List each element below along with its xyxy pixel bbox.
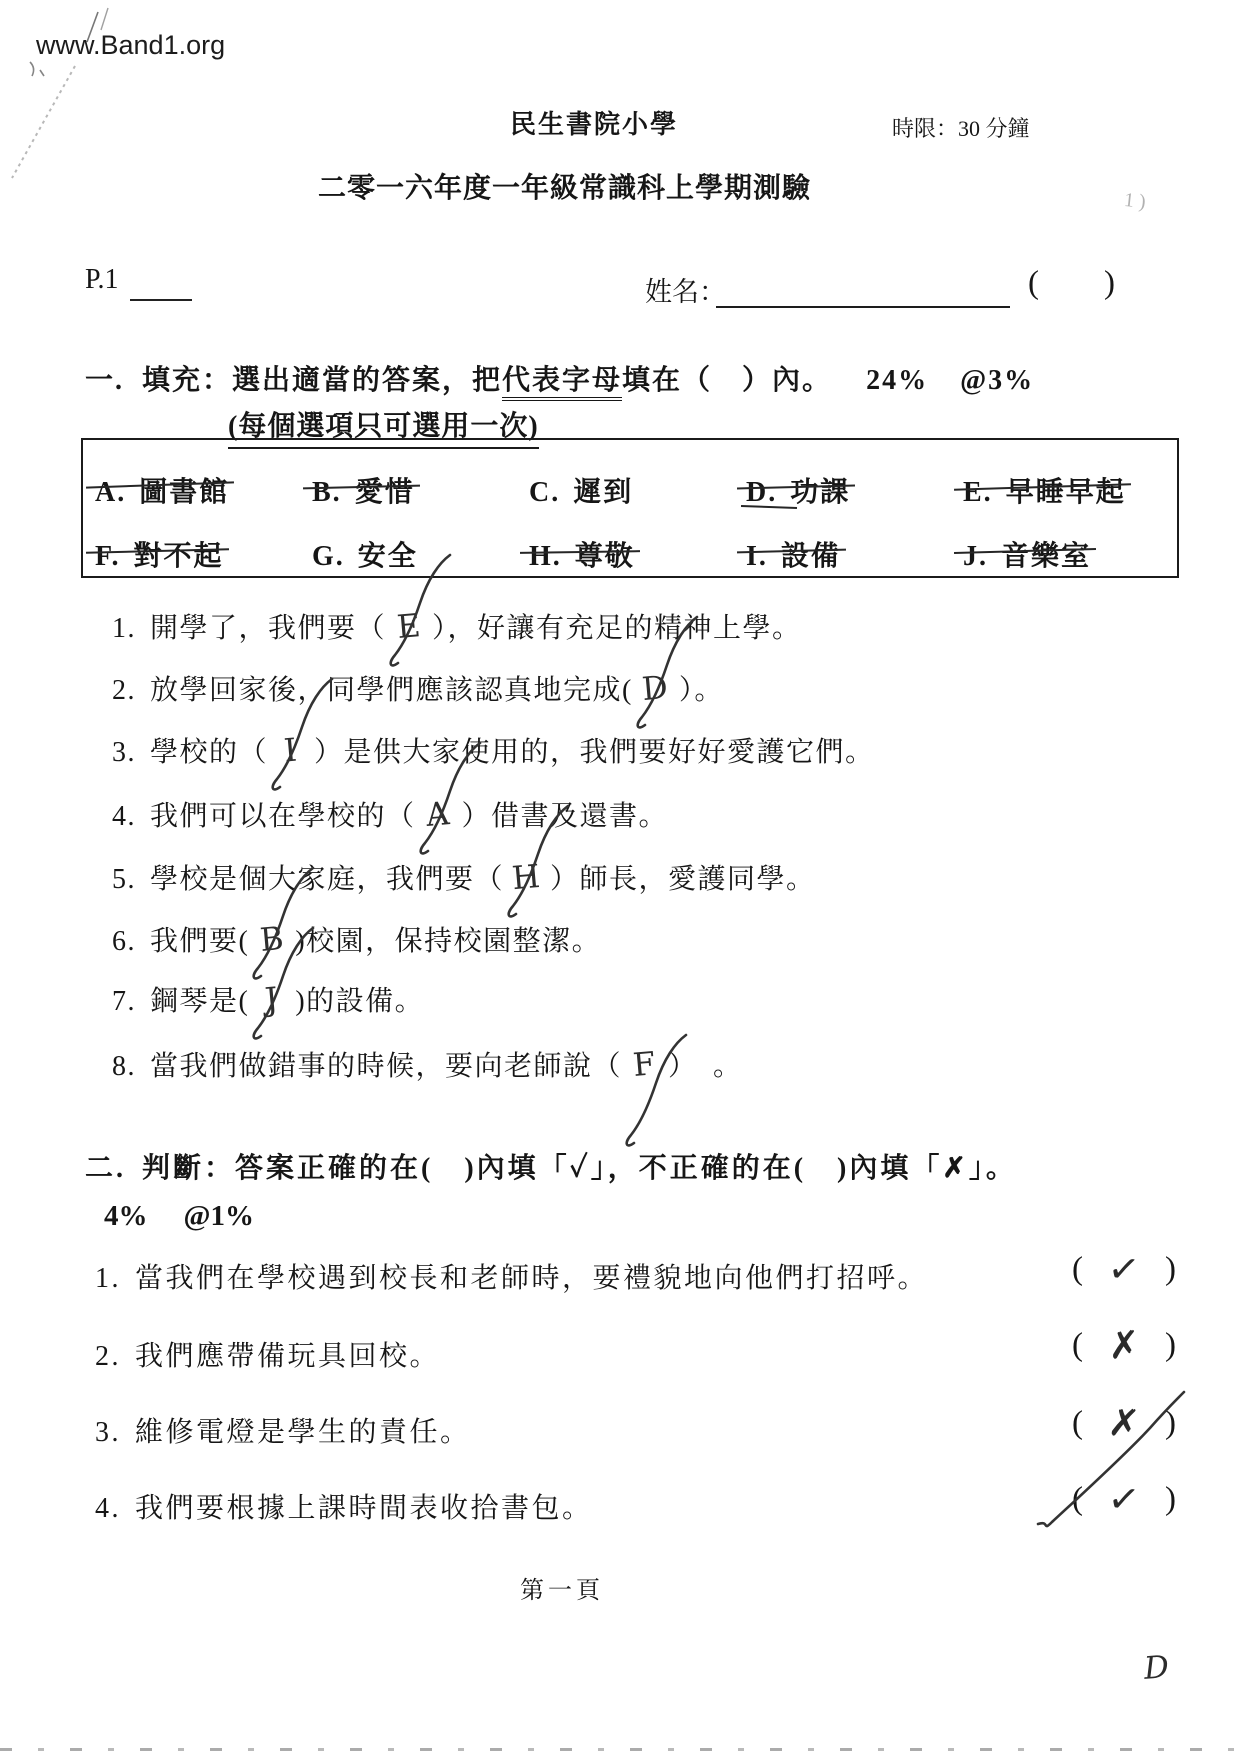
section2-number: 二. bbox=[85, 1153, 127, 1184]
handwritten-answer: F bbox=[631, 1044, 659, 1084]
section1-number: 一. bbox=[85, 365, 125, 396]
handwritten-answer: D bbox=[640, 667, 672, 709]
handwritten-cross-mark: ✗ bbox=[1106, 1322, 1142, 1368]
question-text: 維修電燈是學生的責任。 bbox=[135, 1417, 471, 1448]
question-number: 1. bbox=[112, 613, 136, 644]
question-text-pre: 學校的（ bbox=[150, 737, 269, 768]
question-number: 2. bbox=[95, 1341, 121, 1372]
open-paren: ( bbox=[1072, 1480, 1083, 1517]
option-B bbox=[312, 470, 415, 510]
section2-heading bbox=[85, 1146, 1017, 1186]
option-text: 對不起 bbox=[133, 541, 224, 572]
question-number: 8. bbox=[112, 1051, 136, 1082]
option-text: 功課 bbox=[790, 477, 851, 508]
s1-question-8 bbox=[112, 1044, 743, 1084]
student-name-label: 姓名： bbox=[645, 277, 726, 307]
question-text-post: )的設備。 bbox=[295, 986, 425, 1017]
close-paren: ) bbox=[1165, 1404, 1176, 1441]
question-text-pre: 我們要( bbox=[150, 926, 250, 957]
grading-tick-icon bbox=[504, 806, 570, 920]
section1-title-post: 填在（ ）內。 bbox=[622, 365, 833, 396]
question-text-post: ）借書及還書。 bbox=[461, 801, 669, 832]
question-text-post: ）。 bbox=[678, 675, 724, 706]
question-text-pre: 當我們做錯事的時候，要向老師說（ bbox=[150, 1051, 623, 1082]
close-paren: ) bbox=[1165, 1326, 1176, 1363]
grading-tick-icon bbox=[268, 679, 334, 793]
section2-per-item-score: @1% bbox=[183, 1200, 254, 1232]
option-H bbox=[529, 534, 635, 574]
s2-question-2 bbox=[95, 1334, 440, 1374]
question-text-post: ），好讓有充足的精神上學。 bbox=[432, 613, 802, 644]
close-paren: ) bbox=[1165, 1250, 1176, 1287]
option-letter: D. bbox=[746, 477, 778, 508]
option-text: 愛惜 bbox=[354, 477, 415, 508]
answer-blank bbox=[622, 1045, 668, 1083]
option-text: 早睡早起 bbox=[1005, 477, 1126, 508]
s1-question-3 bbox=[112, 730, 875, 770]
question-text: 我們要根據上課時間表收拾書包。 bbox=[135, 1493, 593, 1524]
answer-blank bbox=[504, 858, 550, 896]
option-text: 遲到 bbox=[573, 477, 634, 508]
handwritten-answer: J bbox=[263, 979, 282, 1019]
option-E bbox=[963, 470, 1126, 510]
question-number: 4. bbox=[95, 1493, 121, 1524]
class-number-parens: ( ) bbox=[1028, 265, 1131, 301]
letter-underline-mark bbox=[741, 505, 797, 509]
option-text: 設備 bbox=[780, 541, 841, 572]
question-number: 2. bbox=[112, 675, 136, 706]
section1-title-pre: 填充：選出適當的答案，把 bbox=[142, 365, 503, 396]
page-number-label: P.1 bbox=[85, 264, 119, 295]
grading-tick-icon bbox=[386, 555, 452, 669]
scan-noise-strip bbox=[0, 1748, 1240, 1751]
answer-blank bbox=[416, 795, 462, 833]
section2-score-line bbox=[104, 1200, 254, 1233]
question-text-post: )校園，保持校園整潔。 bbox=[295, 926, 602, 957]
s2-answer-2 bbox=[1072, 1322, 1176, 1368]
page-number-blank-line bbox=[130, 299, 192, 301]
handwritten-check-mark: ✓ bbox=[1105, 1475, 1143, 1523]
question-text-pre: 放學回家後，同學們應該認真地完成( bbox=[150, 675, 633, 706]
s1-question-2 bbox=[112, 668, 724, 708]
student-name-blank-line bbox=[716, 306, 1010, 308]
section1-heading bbox=[85, 358, 1034, 398]
handwritten-answer: A bbox=[424, 793, 453, 835]
option-text: 音樂室 bbox=[1001, 541, 1092, 572]
s2-question-3 bbox=[95, 1410, 471, 1450]
section1-note: (每個選項只可選用一次) bbox=[228, 404, 539, 449]
answer-blank bbox=[633, 669, 679, 707]
open-paren: ( bbox=[1072, 1404, 1083, 1441]
answer-blank bbox=[249, 980, 295, 1018]
section1-per-item-score: @3% bbox=[960, 365, 1035, 396]
question-text-pre: 開學了，我們要（ bbox=[150, 613, 387, 644]
answer-blank bbox=[268, 731, 314, 769]
option-F bbox=[95, 534, 224, 574]
question-number: 3. bbox=[112, 737, 136, 768]
option-letter: A. bbox=[95, 477, 127, 508]
handwritten-answer: I bbox=[282, 730, 300, 770]
grading-tick-icon bbox=[416, 743, 482, 857]
s2-question-4 bbox=[95, 1486, 593, 1526]
option-D bbox=[746, 470, 850, 510]
option-letter: E. bbox=[963, 477, 993, 508]
question-text-post: ）師長，愛護同學。 bbox=[550, 864, 816, 895]
question-text-pre: 學校是個大家庭，我們要（ bbox=[150, 864, 505, 895]
option-C bbox=[529, 470, 633, 510]
footer-page-label: 第一頁 bbox=[520, 1578, 604, 1604]
grading-tick-icon bbox=[249, 928, 315, 1042]
option-letter: I. bbox=[746, 541, 768, 572]
question-number: 4. bbox=[112, 801, 136, 832]
question-number: 5. bbox=[112, 864, 136, 895]
s2-answer-3 bbox=[1072, 1399, 1176, 1447]
option-letter: F. bbox=[95, 541, 121, 572]
handwritten-answer: B bbox=[258, 918, 287, 960]
open-paren: ( bbox=[1072, 1250, 1083, 1287]
option-letter: H. bbox=[529, 541, 562, 572]
question-number: 1. bbox=[95, 1263, 121, 1294]
answer-blank bbox=[386, 607, 432, 645]
question-text-pre: 鋼琴是( bbox=[150, 986, 250, 1017]
option-text: 尊敬 bbox=[574, 541, 635, 572]
question-text: 當我們在學校遇到校長和老師時，要禮貌地向他們打招呼。 bbox=[135, 1263, 929, 1294]
s1-question-6 bbox=[112, 919, 601, 959]
question-text-post: ）是供大家使用的，我們要好好愛護它們。 bbox=[314, 737, 875, 768]
section2-score: 4% bbox=[104, 1200, 148, 1232]
grader-initial-mark: D bbox=[1142, 1649, 1171, 1687]
options-box bbox=[81, 438, 1179, 578]
option-J bbox=[963, 534, 1091, 574]
open-paren: ( bbox=[1072, 1326, 1083, 1363]
school-name: 民生書院小學 bbox=[510, 110, 679, 139]
option-letter: B. bbox=[312, 477, 342, 508]
option-letter: J. bbox=[963, 541, 988, 572]
question-number: 7. bbox=[112, 986, 136, 1017]
s1-question-4 bbox=[112, 794, 668, 834]
watermark: www.Band1.org bbox=[36, 30, 226, 60]
question-number: 3. bbox=[95, 1417, 121, 1448]
s2-answer-1 bbox=[1072, 1245, 1176, 1293]
handwritten-cross-mark: ✗ bbox=[1106, 1399, 1142, 1447]
handwritten-check-mark: ✓ bbox=[1105, 1245, 1143, 1293]
s2-question-1 bbox=[95, 1256, 928, 1296]
section2-title: 判斷：答案正確的在( )內填「✓」，不正確的在( )內填「✗」。 bbox=[142, 1153, 1017, 1184]
grading-tick-icon bbox=[622, 1029, 688, 1155]
option-text: 安全 bbox=[357, 541, 418, 572]
option-letter: C. bbox=[529, 477, 561, 508]
section1-score: 24% bbox=[866, 365, 929, 396]
s1-question-7 bbox=[112, 979, 424, 1019]
handwritten-answer: H bbox=[510, 856, 544, 898]
exam-title: 二零一六年度一年級常識科上學期測驗 bbox=[318, 173, 812, 204]
handwritten-answer: E bbox=[394, 605, 424, 647]
question-text-pre: 我們可以在學校的（ bbox=[150, 801, 416, 832]
s2-answer-4 bbox=[1072, 1475, 1176, 1523]
s1-question-5 bbox=[112, 857, 816, 897]
time-limit: 時限：30 分鐘 bbox=[892, 116, 1030, 141]
option-letter: G. bbox=[312, 541, 345, 572]
option-A bbox=[95, 470, 229, 510]
section1-title-underlined: 代表字母 bbox=[502, 365, 622, 401]
question-text: 我們應帶備玩具回校。 bbox=[135, 1341, 441, 1372]
close-paren: ) bbox=[1165, 1480, 1176, 1517]
question-number: 6. bbox=[112, 926, 136, 957]
option-text: 圖書館 bbox=[139, 477, 230, 508]
question-text-post: ） 。 bbox=[668, 1051, 743, 1082]
option-I bbox=[746, 534, 841, 574]
scan-artifact-mark: 1 ) bbox=[1122, 188, 1147, 214]
grading-tick-icon bbox=[633, 617, 699, 731]
